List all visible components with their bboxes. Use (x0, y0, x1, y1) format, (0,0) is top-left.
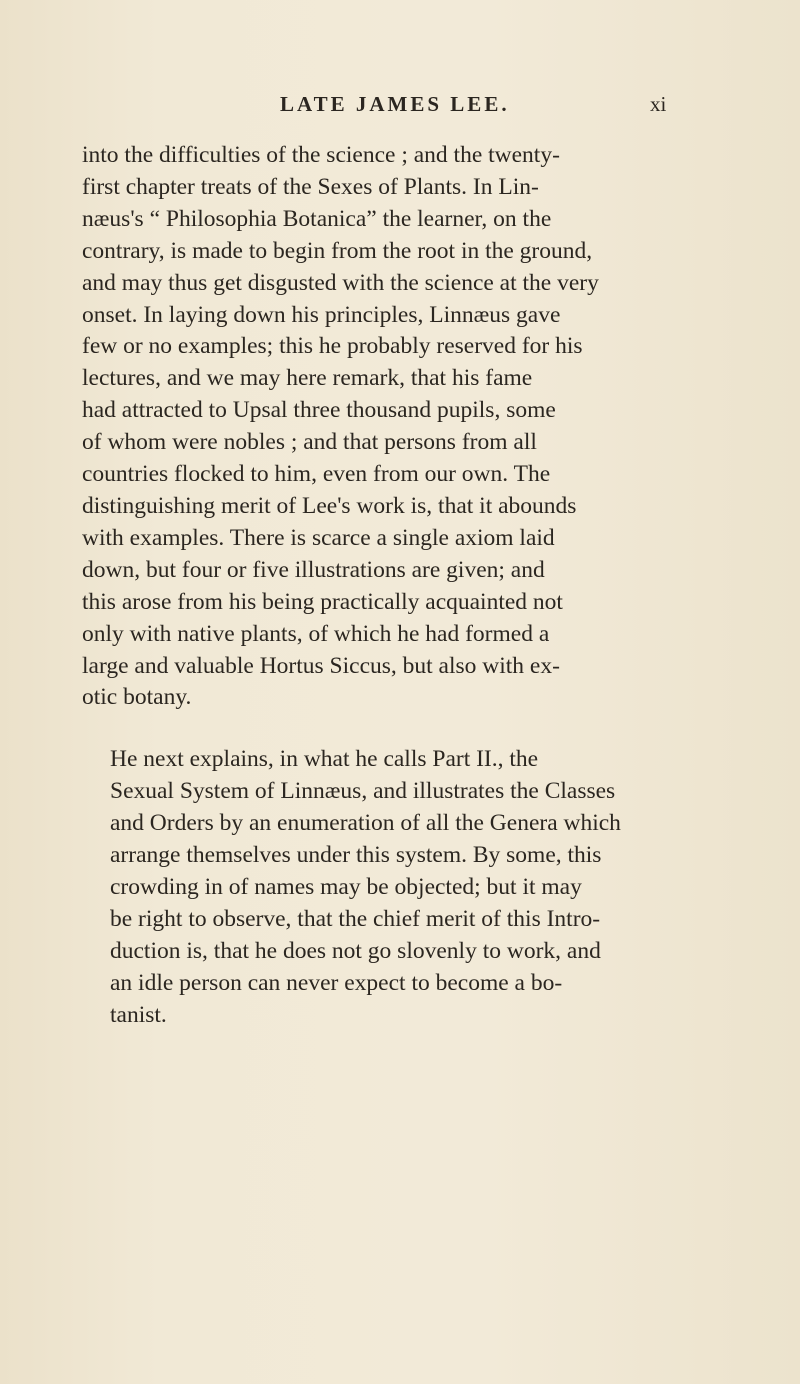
text-line: arrange themselves under this system. By some, this (110, 842, 602, 869)
text-line: and Orders by an enumeration of all the Genera which (110, 810, 621, 837)
text-line: distinguishing merit of Lee's work is, that it abounds (82, 492, 577, 519)
text-line: duction is, that he does not go slovenly to work, and (110, 937, 601, 964)
text-line: tanist. (110, 1001, 167, 1028)
text-line: down, but four or five illustrations are given; and (82, 556, 545, 583)
paragraph-1 (82, 140, 724, 714)
text-line: lectures, and we may here remark, that his fame (82, 365, 533, 392)
paragraph-2 (82, 744, 724, 1031)
text-line: first chapter treats of the Sexes of Plants. In Lin- (82, 173, 539, 200)
text-line: of whom were nobles ; and that persons from all (82, 429, 537, 456)
text-line: with examples. There is scarce a single axiom laid (82, 524, 555, 551)
text-line: crowding in of names may be objected; but it may (110, 873, 582, 900)
page-number: xi (650, 92, 667, 116)
text-line: and may thus get disgusted with the science at the very (82, 269, 599, 296)
page-header (0, 92, 800, 122)
text-line: contrary, is made to begin from the root in the ground, (82, 237, 593, 264)
text-line: had attracted to Upsal three thousand pupils, some (82, 397, 556, 424)
text-line: be right to observe, that the chief merit of this Intro- (110, 905, 601, 932)
text-line: only with native plants, of which he had formed a (82, 620, 550, 647)
body-text (82, 140, 724, 1031)
text-line: countries flocked to him, even from our own. The (82, 461, 551, 488)
text-line: this arose from his being practically acquainted not (82, 588, 563, 615)
text-line: onset. In laying down his principles, Linnæus gave (82, 301, 561, 328)
text-line: næus's “ Philosophia Botanica” the learner, on the (82, 205, 552, 232)
text-line: large and valuable Hortus Siccus, but also with ex- (82, 652, 560, 679)
running-head: LATE JAMES LEE. (280, 92, 510, 116)
text-line: into the difficulties of the science ; and the twenty- (82, 142, 560, 168)
text-line: otic botany. (82, 684, 192, 711)
text-line: few or no examples; this he probably reserved for his (82, 333, 583, 360)
text-line: an idle person can never expect to become a bo- (110, 969, 563, 996)
text-line: Sexual System of Linnæus, and illustrates the Classes (110, 778, 616, 805)
text-line: He next explains, in what he calls Part II., the (110, 746, 539, 773)
